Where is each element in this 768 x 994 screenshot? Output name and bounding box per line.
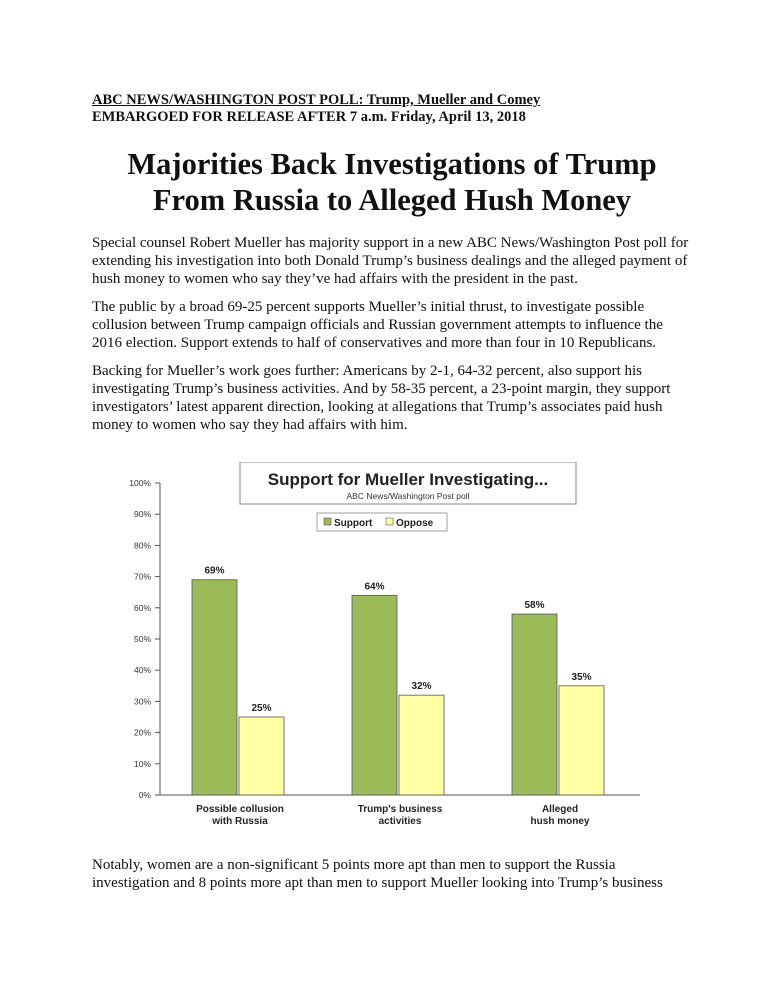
y-tick-label: 50% (133, 634, 151, 644)
bar-support-3 (512, 614, 557, 795)
category-label: with Russia (212, 816, 268, 827)
poll-header-line2: EMBARGOED FOR RELEASE AFTER 7 a.m. Friday, April 13, 2018 (92, 109, 526, 125)
chart-title: Support for Mueller Investigating... (267, 470, 549, 489)
chart-subtitle: ABC News/Washington Post poll (346, 491, 470, 501)
legend-swatch-support (324, 518, 331, 525)
y-tick-label: 30% (133, 696, 151, 707)
y-tick-label: 70% (133, 571, 151, 582)
legend-label-oppose: Oppose (396, 518, 434, 529)
y-tick-label: 90% (133, 509, 151, 520)
paragraph-2: The public by a broad 69-25 percent supports Mueller’s initial thrust, to investigate possible collusion between Trump campaign officials and Russian government attempts to influence the 2016 election. Support extends to half of conservatives and more than four in 10 Republicans. (92, 299, 663, 351)
paragraph-3: Backing for Mueller’s work goes further: Americans by 2-1, 64-32 percent, also support his investigating Trump’s business activities. And by 58-35 percent, a 23-point margin, they support investigators’ latest apparent direction, looking at allegations that Trump’s associates paid hush money to women who say they had affairs with him. (92, 363, 671, 433)
y-tick-label: 20% (133, 727, 151, 738)
paragraph-4: Notably, women are a non-significant 5 points more apt than men to support the Russia investigation and 8 points more apt than men to support Mueller looking into Trump’s business (92, 857, 663, 891)
data-label-oppose-1: 25% (251, 703, 272, 714)
category-label: activities (378, 816, 422, 827)
poll-header (92, 92, 540, 126)
legend-swatch-oppose (386, 518, 393, 525)
bar-support-2 (352, 595, 397, 795)
category-label: Trump's business (357, 804, 443, 815)
y-tick-label: 60% (133, 602, 151, 613)
category-label: Possible collusion (196, 804, 284, 815)
article-title-line2: From Russia to Alleged Hush Money (152, 183, 632, 217)
bar-oppose-2 (399, 695, 444, 795)
paragraph-1: Special counsel Robert Mueller has majority support in a new ABC News/Washington Post poll for extending his investigation into both Donald Trump’s business dealings and the alleged payment of hush money to women who say they’ve had affairs with the president in the past. (92, 235, 689, 287)
y-tick-label: 100% (129, 478, 151, 488)
data-label-oppose-3: 35% (571, 671, 592, 683)
y-tick-label: 40% (133, 665, 151, 676)
bar-support-1 (192, 580, 237, 795)
article-title (92, 146, 692, 218)
poll-header-line1: ABC NEWS/WASHINGTON POST POLL: Trump, Mueller and Comey (92, 92, 541, 108)
data-label-support-3: 58% (524, 600, 545, 612)
data-label-support-1: 69% (204, 565, 225, 577)
bar-oppose-1 (239, 717, 284, 795)
bar-oppose-3 (559, 686, 604, 795)
y-tick-label: 10% (133, 758, 151, 769)
legend-label-support: Support (334, 518, 373, 529)
category-label: Alleged (541, 804, 579, 815)
support-bar-chart (110, 462, 650, 844)
y-tick-label: 0% (138, 790, 151, 800)
article-title-line1: Majorities Back Investigations of Trump (127, 147, 657, 181)
category-label: hush money (530, 816, 590, 827)
y-tick-label: 80% (133, 540, 151, 551)
data-label-support-2: 64% (364, 581, 385, 593)
data-label-oppose-2: 32% (411, 681, 432, 693)
